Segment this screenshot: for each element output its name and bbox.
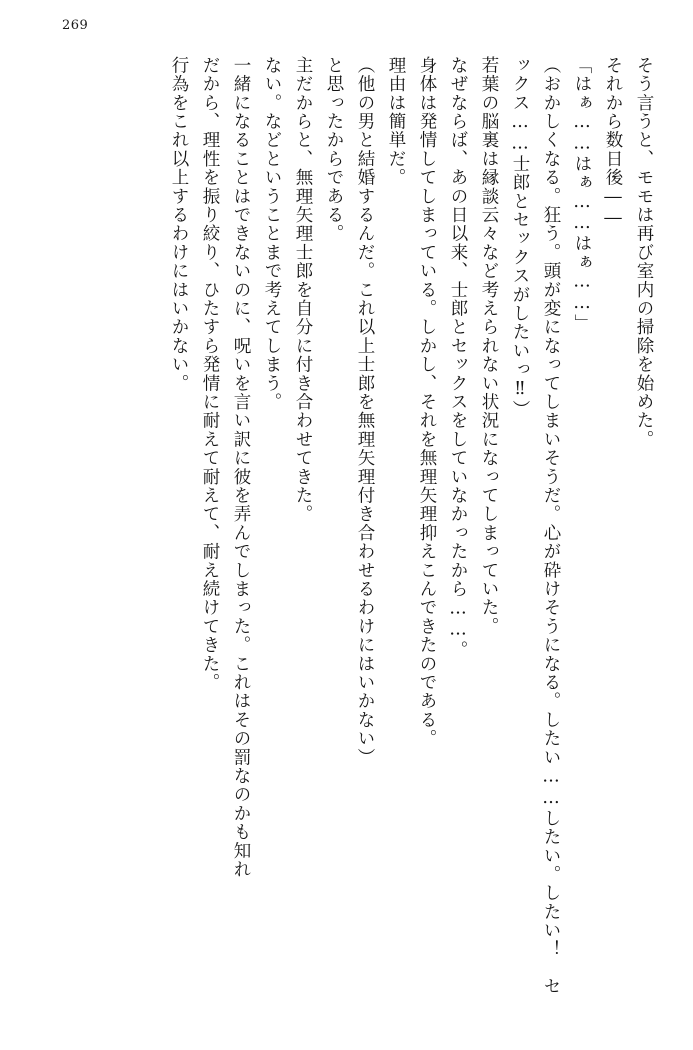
paragraph: 一緒になることはできないのに、呪いを言い訳に彼を弄んでしまった。これはその罰なのかも知れ: [231, 56, 251, 879]
paragraph: それから数日後――: [603, 56, 623, 230]
paragraph: だから、理性を振り絞り、ひたすら発情に耐えて耐えて、耐え続けてきた。: [200, 56, 220, 692]
paragraph: （おかしくなる。狂う。頭が変になってしまいそうだ。心が砕けそうになる。したい……したい。したい！ セックス……士郎とセックスがしたいっ‼）: [510, 56, 561, 996]
vertical-text-body: [34, 56, 659, 996]
paragraph: 「はぁ……はぁ……はぁ……」: [572, 56, 592, 333]
paragraph: ない。などということまで考えてしまう。: [262, 56, 282, 412]
paragraph: 理由は簡単だ。: [386, 56, 406, 187]
paragraph: 行為をこれ以上するわけにはいかない。: [169, 56, 189, 393]
paragraph: そう言うと、モモは再び室内の掃除を始めた。: [634, 56, 654, 449]
page-number: 269: [62, 18, 89, 33]
paragraph: 若葉の脳裏は縁談云々など考えられない状況になってしまっていた。: [479, 56, 499, 636]
paragraph: （他の男と結婚するんだ。これ以上士郎を無理矢理付き合わせるわけにはいかない）: [355, 56, 375, 767]
paragraph: 身体は発情してしまっている。しかし、それを無理矢理抑えこんできたのである。: [417, 56, 437, 748]
paragraph: 主だからと、無理矢理士郎を自分に付き合わせてきた。: [293, 56, 313, 524]
paragraph: なぜならば、あの日以来、士郎とセックスをしていなかったから……。: [448, 56, 468, 660]
paragraph: と思ったからである。: [324, 56, 344, 243]
